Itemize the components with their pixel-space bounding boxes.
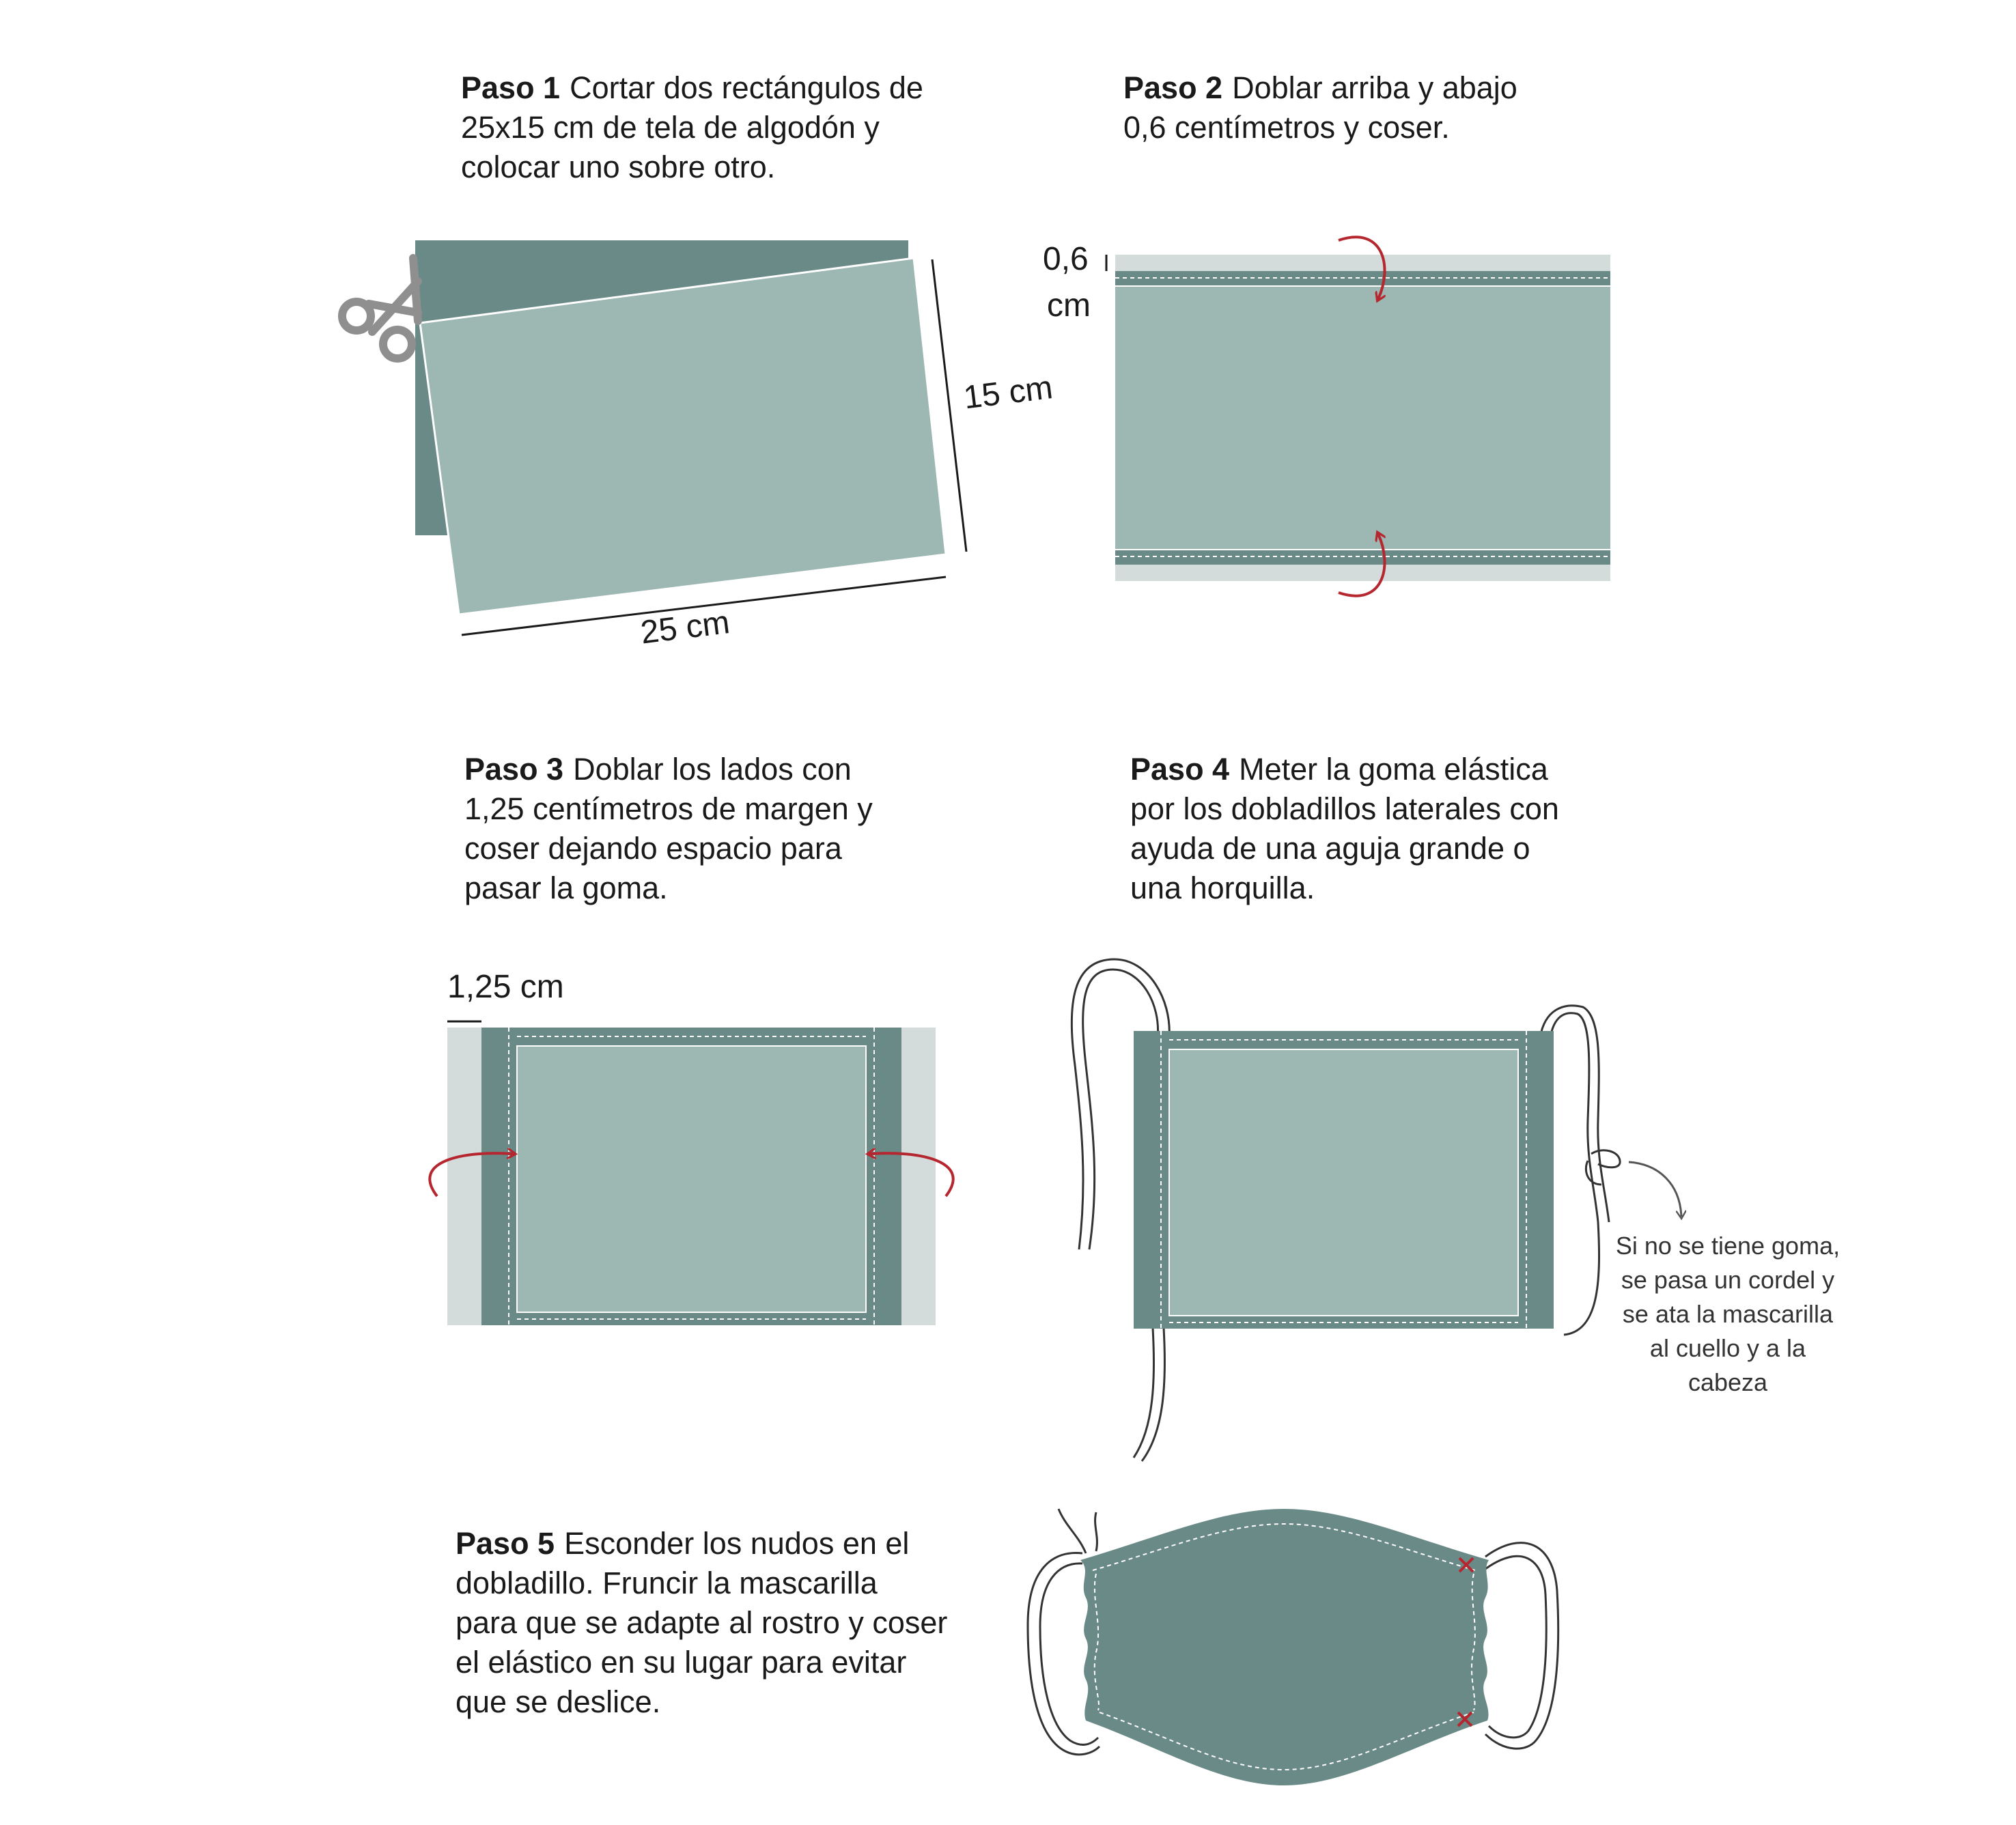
dimension-hem-value: 0,6 <box>1043 241 1089 277</box>
step-3-line-1: Paso 3 Doblar los lados con <box>464 752 852 787</box>
knot-tails <box>1059 1509 1097 1553</box>
step-2-label: Paso 2 <box>1123 70 1223 105</box>
step-4-line-3: ayuda de una aguja grande o <box>1130 831 1530 866</box>
step-3-label: Paso 3 <box>464 752 564 787</box>
step-4-line-2: por los dobladillos laterales con <box>1130 791 1559 826</box>
step-5-line-4: el elástico en su lugar para evitar <box>456 1645 907 1680</box>
side-pale-right <box>901 1028 936 1325</box>
fabric-center <box>517 1046 866 1312</box>
cord-left-bottom <box>1134 1328 1164 1461</box>
dimension-length: 25 cm <box>639 604 732 651</box>
scissors-icon <box>342 258 418 358</box>
note-arrow <box>1629 1162 1681 1217</box>
step-5-line-3: para que se adapte al rostro y coser <box>456 1605 948 1640</box>
step-3-line-3: coser dejando espacio para <box>464 831 842 866</box>
step-4-line-1: Paso 4 Meter la goma elástica <box>1130 752 1548 787</box>
step-5-label: Paso 5 <box>456 1526 555 1561</box>
dimension-hem-unit: cm <box>1047 287 1091 324</box>
step-5-line-5: que se deslice. <box>456 1684 661 1719</box>
dimension-side-margin: 1,25 cm <box>447 969 564 1005</box>
step-1-line-1: Paso 1 Cortar dos rectángulos de <box>461 70 923 105</box>
fabric-body <box>1115 286 1610 550</box>
step-5-line-2: dobladillo. Fruncir la mascarilla <box>456 1566 878 1600</box>
fabric-center <box>1169 1049 1518 1316</box>
note-line-1: Si no se tiene goma, <box>1615 1232 1840 1260</box>
step-1-illustration <box>342 240 966 635</box>
step-3-line-4: pasar la goma. <box>464 871 668 905</box>
step-3-illustration <box>430 1021 953 1325</box>
hem-top-pale <box>1115 255 1610 271</box>
note-line-5: cabeza <box>1688 1368 1768 1396</box>
step-5-illustration <box>1028 1509 1558 1785</box>
ear-loop-right <box>1485 1543 1558 1749</box>
mask-body <box>1080 1509 1489 1785</box>
note-line-4: al cuello y a la <box>1649 1334 1806 1362</box>
step-1-line-2: 25x15 cm de tela de algodón y <box>461 110 880 145</box>
step-1-label: Paso 1 <box>461 70 561 105</box>
step-1-line-3: colocar uno sobre otro. <box>461 150 776 184</box>
side-pale-left <box>447 1028 481 1325</box>
step-2-illustration <box>1106 237 1610 595</box>
note-line-3: se ata la mascarilla <box>1622 1300 1834 1328</box>
step-4-label: Paso 4 <box>1130 752 1230 787</box>
step-4-line-4: una horquilla. <box>1130 871 1315 905</box>
step-4-illustration <box>1072 959 1681 1461</box>
hem-bottom-pale <box>1115 565 1610 581</box>
step-2-line-2: 0,6 centímetros y coser. <box>1123 110 1450 145</box>
step-3-line-2: 1,25 centímetros de margen y <box>464 791 873 826</box>
dimension-width: 15 cm <box>962 369 1055 416</box>
cord-note <box>1598 1229 1858 1400</box>
step-5-line-1: Paso 5 Esconder los nudos en el <box>456 1526 910 1561</box>
note-line-2: se pasa un cordel y <box>1621 1266 1835 1294</box>
step-2-line-1: Paso 2 Doblar arriba y abajo <box>1123 70 1517 105</box>
